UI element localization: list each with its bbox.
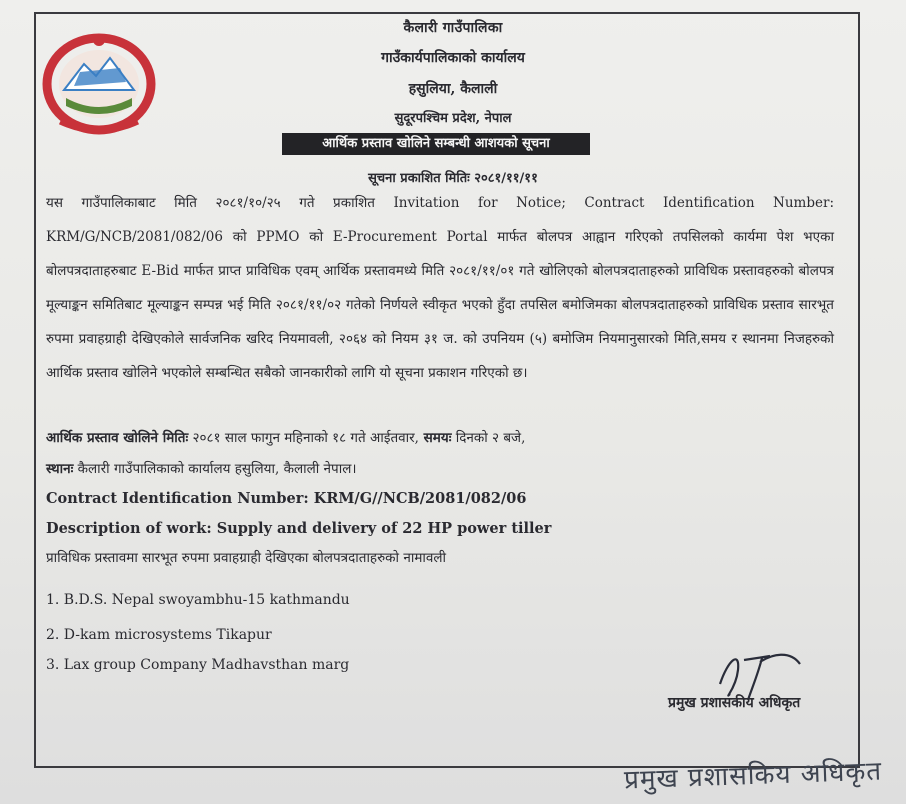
- opening-place-value: कैलारी गाउँपालिकाको कार्यालय हसुलिया, कैलाली नेपाल।: [73, 461, 357, 477]
- notice-title: आर्थिक प्रस्ताव खोलिने सम्बन्धी आशयको सूचना: [282, 133, 590, 155]
- office-location: हसुलिया, कैलाली: [408, 81, 498, 97]
- officer-stamp: प्रमुख प्रशासकिय अधिकृत: [623, 756, 883, 796]
- contract-id-line: Contract Identification Number: KRM/G//NCB/2081/082/06: [46, 490, 527, 507]
- signatory-title: प्रमुख प्रशासकीय अधिकृत: [668, 695, 801, 711]
- opening-place-label: स्थानः: [46, 461, 74, 477]
- list-item: 3. Lax group Company Madhavsthan marg: [46, 657, 350, 673]
- office-name: गाउँकार्यपालिकाको कार्यालय: [381, 50, 525, 66]
- opening-time-value: दिनको २ बजे,: [451, 430, 526, 446]
- opening-time-label: समयः: [418, 430, 452, 446]
- list-item: 1. B.D.S. Nepal swoyambhu-15 kathmandu: [46, 592, 350, 608]
- list-item: 2. D-kam microsystems Tikapur: [46, 627, 272, 643]
- province-name: सुदूरपश्चिम प्रदेश, नेपाल: [394, 111, 512, 126]
- municipality-name: कैलारी गाउँपालिका: [403, 20, 503, 36]
- opening-date-value: २०८१ साल फागुन महिनाको १८ गते आईतवार,: [188, 430, 419, 446]
- opening-date-line: [46, 428, 525, 446]
- opening-place-line: [46, 459, 356, 477]
- bidder-list-heading: प्राविधिक प्रस्तावमा सारभूत रुपमा प्रवाहग्राही देखिएका बोलपत्रदाताहरुको नामावली: [46, 550, 447, 566]
- notice-body: यस गाउँपालिकाबाट मिति २०८१/१०/२५ गते प्रकाशित Invitation for Notice; Contract Identification Number: KRM/G/NCB/2081/082/06 को PPMO को E-Procurement Portal मार्फत बोलपत्र आह्वान गरिएको तपसिलको कार्यमा पेश भएका बोलपत्रदाताहरुबाट E-Bid मार्फत प्राप्त प्राविधिक एवम् आर्थिक प्रस्तावमध्ये मिति २०८१/११/०१ गते खोलिएको बोलपत्रदाताहरुको प्राविधिक प्रस्तावहरुको बोलपत्र मूल्याङ्कन समितिबाट मूल्याङ्कन सम्पन्न भई मिति २०८१/११/०२ गतेको निर्णयले स्वीकृत भएको हुँदा तपसिल बमोजिमका बोलपत्रदाताहरुको प्राविधिक प्रस्ताव सारभूत रुपमा प्रवाहग्राही देखिएकोले सार्वजनिक खरिद नियमावली, २०६४ को नियम ३१ ज. को उपनियम (५) बमोजिम नियमानुसारको मिति,समय र स्थानमा निजहरुको आर्थिक प्रस्ताव खोलिने भएकोले सम्बन्धित सबैको जानकारीको लागि यो सूचना प्रकाशन गरिएको छ।: [46, 195, 834, 381]
- publish-date: सूचना प्रकाशित मितिः २०८१/११/११: [368, 171, 538, 186]
- work-description-line: Description of work: Supply and delivery of 22 HP power tiller: [46, 520, 552, 537]
- opening-date-label: आर्थिक प्रस्ताव खोलिने मितिः: [46, 430, 189, 446]
